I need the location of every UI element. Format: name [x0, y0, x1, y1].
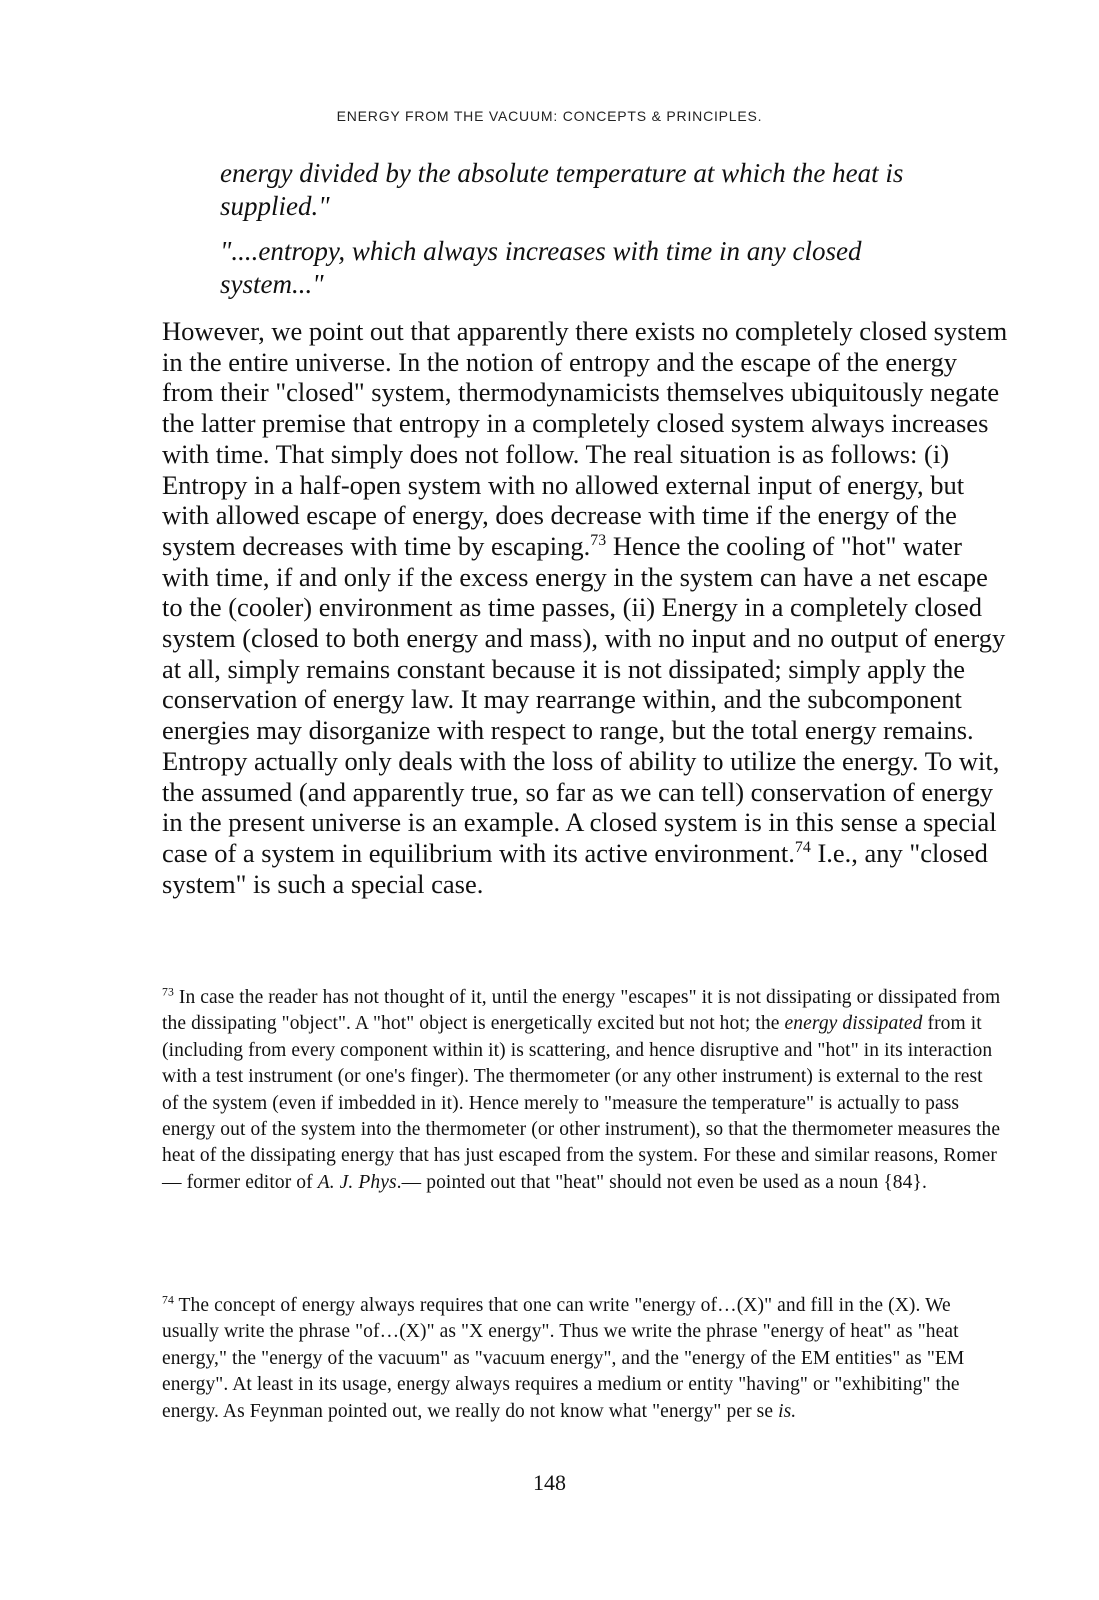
- page-number: 148: [533, 1470, 566, 1495]
- footnote-mark-73: 73: [162, 985, 174, 999]
- footnote-74-text-a: The concept of energy always requires that one can write "energy of…(X)" and fill in the (X). We usually write the phrase "of…(X)" as "X energy". Thus we write the phrase "energy of heat" as "heat energy," the "energy of the vacuum" as "vacuum energy", and the "energy of the EM entities" as "EM energy". At least in its usage, energy always requires a medium or entity "having" or "exhibiting" the energy. As Feynman pointed out, we really do not know what "energy" per se: [162, 1295, 965, 1422]
- footnote-ref-73: 73: [590, 532, 607, 550]
- block-quote-2: "....entropy, which always increases with time in any closed system...": [220, 236, 862, 299]
- footnote-73-text-a: In case the reader has not thought of it, until the energy "escapes" it is not dissipating or dissipated from the dissipating "object". A "hot" object is energetically excited but not hot; the: [162, 987, 1001, 1035]
- footnote-ref-74: 74: [794, 839, 811, 857]
- footnote-73-text-c: .— pointed out that "heat" should not even be used as a noun {84}.: [396, 1171, 927, 1193]
- block-quote-1: energy divided by the absolute temperature at which the heat is supplied.": [220, 158, 904, 221]
- footnote-74-emphasis-a: is.: [778, 1400, 797, 1422]
- body-text-part-2: Hence the cooling of "hot" water with time, if and only if the excess energy in the system can have a net escape to the (cooler) environment as time passes, (ii) Energy in a completely closed system (closed to both energy and mass), with no input and no output of energy at all, simply remains constant because it is not dissipated; simply apply the conservation of energy law. It may rearrange within, and the subcomponent energies may disorganize with respect to range, but the total energy remains. Entropy actually only deals with the loss of ability to utilize the energy. To wit, the assumed (and apparently true, so far as we can tell) conservation of energy in the present universe is an example. A closed system is in this sense a special case of a system in equilibrium with its active environment.: [162, 530, 1006, 868]
- body-text-part-1: However, we point out that apparently there exists no completely closed system in the entire universe. In the notion of entropy and the escape of the energy from their "closed" system, thermodynamicists themselves ubiquitously negate the latter premise that entropy in a completely closed system always increases with time. That simply does not follow. The real situation is as follows: (i) Entropy in a half-open system with no allowed external input of energy, but with allowed escape of energy, does decrease with time if the energy of the system decreases with time by escaping.: [162, 316, 1008, 561]
- footnote-73-text-b: from it (including from every component within it) is scattering, and hence disruptive and "hot" in its interaction with a test instrument (or one's finger). The thermometer (or any other instrument) is external to the rest of the system (even if imbedded in it). Hence merely to "measure the temperature" is actually to pass energy out of the system into the thermometer (or other instrument), so that the thermometer measures the heat of the dissipating energy that has just escaped from the system. For these and similar reasons, Romer — former editor of: [162, 1013, 1001, 1193]
- running-header: ENERGY FROM THE VACUUM: CONCEPTS & PRINCIPLES.: [336, 108, 763, 124]
- body-paragraph: [162, 316, 1012, 899]
- body-text-part-3: I.e., any "closed system" is such a special case.: [162, 837, 988, 899]
- footnote-74: [162, 1293, 1004, 1425]
- footnote-73: [162, 985, 1004, 1196]
- footnote-mark-74: 74: [162, 1293, 174, 1307]
- footnote-73-emphasis-a: energy dissipated: [784, 1013, 923, 1035]
- footnote-73-emphasis-b: A. J. Phys: [317, 1171, 397, 1193]
